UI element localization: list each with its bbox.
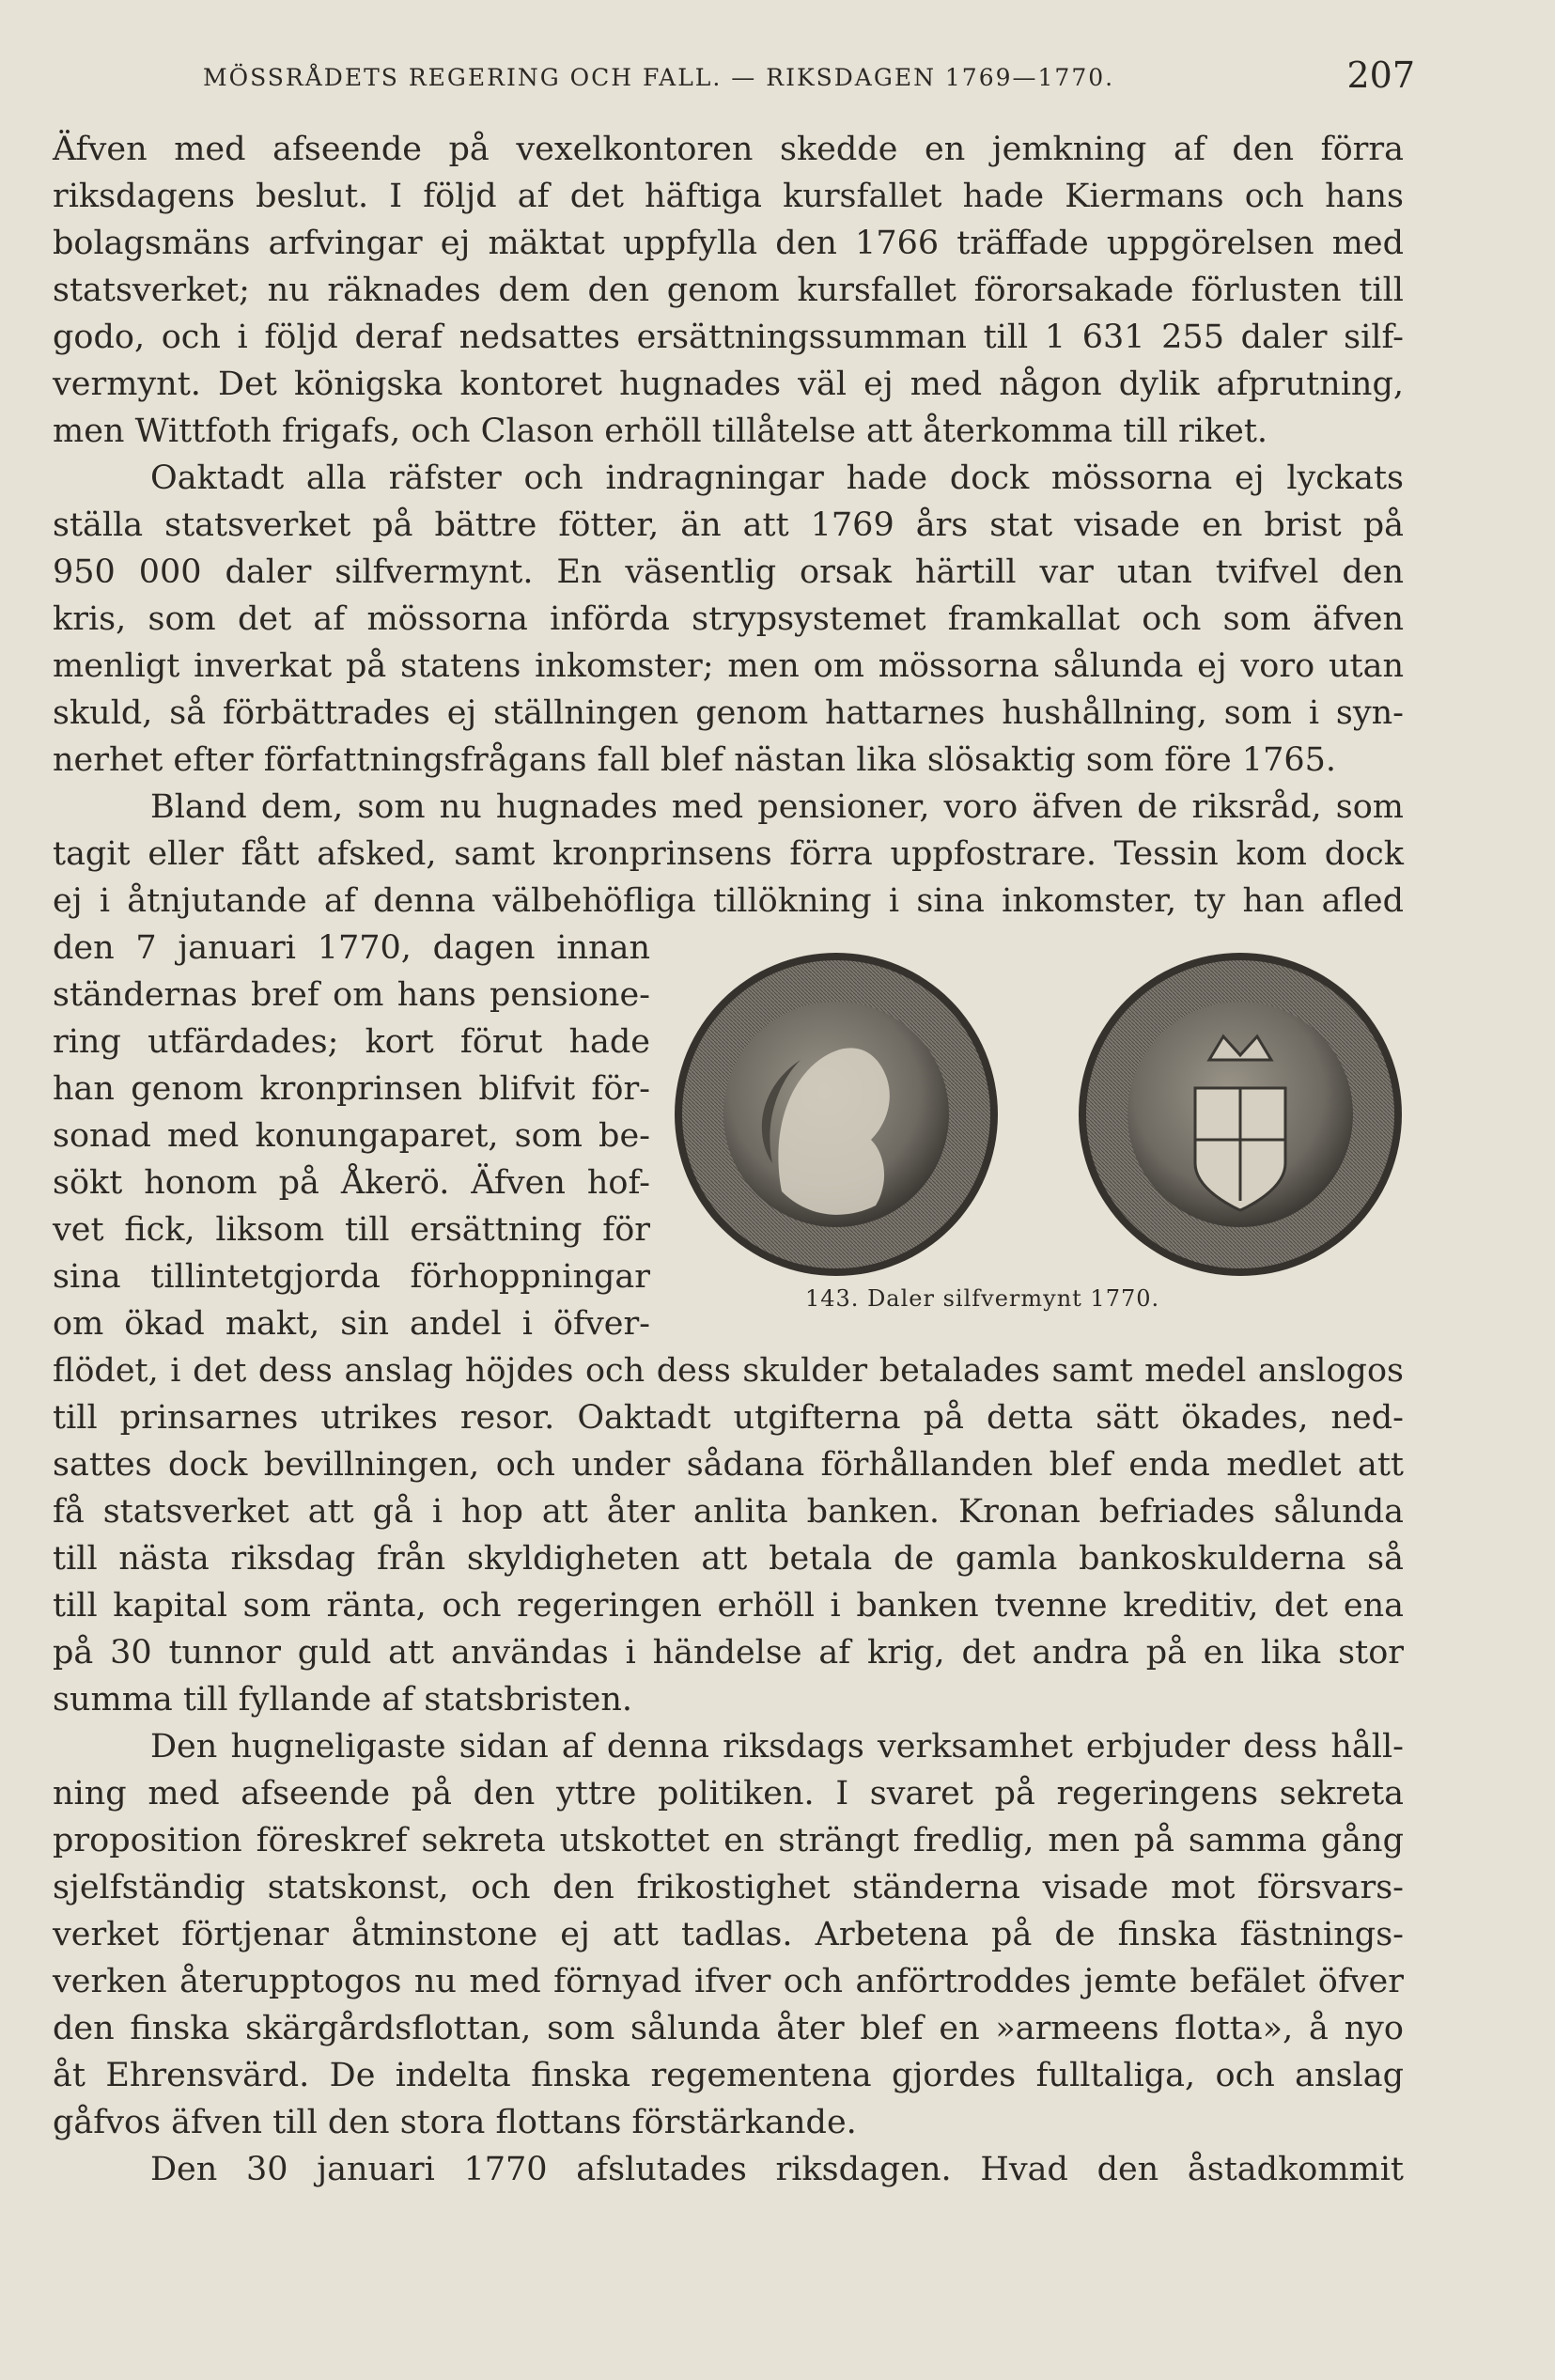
text-line: sonad med konungaparet, som be-	[53, 1117, 650, 1155]
text-line: till kapital som ränta, och regeringen erhöll i banken tvenne kreditiv, det ena	[53, 1587, 1404, 1625]
text-line: den 7 januari 1770, dagen innan	[53, 929, 650, 967]
text-line: ning med afseende på den yttre politiken. I svaret på regeringens sekreta	[53, 1775, 1404, 1812]
coin-figure	[669, 947, 1411, 1342]
text-line: ständernas bref om hans pensione-	[53, 976, 650, 1014]
text-line: tagit eller fått afsked, samt kronprinsens förra uppfostrare. Tessin kom dock	[53, 835, 1404, 873]
text-line: verket förtjenar åtminstone ej att tadlas. Arbetena på de finska fästnings-	[53, 1916, 1404, 1953]
text-line: Den hugneligaste sidan af denna riksdags verksamhet erbjuder dess håll-	[150, 1728, 1404, 1766]
text-line: summa till fyllande af statsbristen.	[53, 1681, 633, 1719]
text-line: till nästa riksdag från skyldigheten att betala de gamla bankoskulderna så	[53, 1540, 1404, 1578]
text-line: Bland dem, som nu hugnades med pensioner, voro äfven de riksråd, som	[150, 788, 1404, 826]
text-line: riksdagens beslut. I följd af det häftiga kursfallet hade Kiermans och hans	[53, 178, 1404, 215]
text-line: vet fick, liksom till ersättning för	[53, 1211, 650, 1249]
text-line: få statsverket att gå i hop att åter anlita banken. Kronan befriades sålunda	[53, 1493, 1404, 1531]
running-head	[203, 54, 1415, 107]
text-line: godo, och i följd deraf nedsattes ersättningssumman till 1 631 255 daler silf-	[53, 319, 1404, 356]
text-line: statsverket; nu räknades dem den genom kursfallet förorsakade förlusten till	[53, 272, 1404, 309]
text-line: sjelfständig statskonst, och den frikostighet ständerna visade mot försvars-	[53, 1869, 1404, 1906]
text-line: till prinsarnes utrikes resor. Oaktadt utgifterna på detta sätt ökades, ned-	[53, 1399, 1404, 1437]
text-line: Äfven med afseende på vexelkontoren skedde en jemkning af den förra	[53, 131, 1404, 168]
text-line: nerhet efter författningsfrågans fall blef nästan lika slösaktig som före 1765.	[53, 741, 1337, 779]
text-line: ring utfärdades; kort förut hade	[53, 1023, 650, 1061]
text-line: vermynt. Det königska kontoret hugnades väl ej med någon dylik afprutning,	[53, 366, 1404, 403]
running-title: MÖSSRÅDETS REGERING OCH FALL. — RIKSDAGEN 1769—1770.	[203, 64, 1115, 91]
text-line: gåfvos äfven till den stora flottans förstärkande.	[53, 2104, 857, 2141]
figure-caption: 143. Daler silfvermynt 1770.	[805, 1285, 1160, 1312]
coin-obverse	[675, 953, 998, 1276]
text-line: 950 000 daler silfvermynt. En väsentlig orsak härtill var utan tvifvel den	[53, 553, 1404, 591]
text-line: Oaktadt alla räfster och indragningar hade dock mössorna ej lyckats	[150, 459, 1404, 497]
text-line: skuld, så förbättrades ej ställningen genom hattarnes hushållning, som i syn-	[53, 694, 1404, 732]
page-number: 207	[1346, 54, 1415, 96]
text-line: sattes dock bevillningen, och under sådana förhållanden blef enda medlet att	[53, 1446, 1404, 1484]
text-line: bolagsmäns arfvingar ej mäktat uppfylla den 1766 träffade uppgörelsen med	[53, 225, 1404, 262]
text-line: sina tillintetgjorda förhoppningar	[53, 1258, 650, 1296]
text-line: om ökad makt, sin andel i öfver-	[53, 1305, 650, 1343]
text-line: han genom kronprinsen blifvit för-	[53, 1070, 650, 1108]
coin-illustration	[669, 947, 1411, 1285]
text-line: åt Ehrensvärd. De indelta finska regementena gjordes fulltaliga, och anslag	[53, 2057, 1404, 2094]
text-line: på 30 tunnor guld att användas i händelse af krig, det andra på en lika stor	[53, 1634, 1404, 1672]
text-line: kris, som det af mössorna införda strypsystemet framkallat och som äfven	[53, 600, 1404, 638]
text-line: den finska skärgårdsflottan, som sålunda åter blef en »armeens flotta», å nyo	[53, 2010, 1404, 2047]
text-line: Den 30 januari 1770 afslutades riksdagen. Hvad den åstadkommit	[150, 2151, 1404, 2188]
coin-reverse	[1079, 953, 1402, 1276]
text-line: ställa statsverket på bättre fötter, än att 1769 års stat visade en brist på	[53, 506, 1404, 544]
text-line: verken återupptogos nu med förnyad ifver och anförtroddes jemte befälet öfver	[53, 1963, 1404, 2000]
text-line: sökt honom på Åkerö. Äfven hof-	[53, 1164, 650, 1202]
text-line: flödet, i det dess anslag höjdes och dess skulder betalades samt medel anslogos	[53, 1352, 1404, 1390]
text-line: menligt inverkat på statens inkomster; men om mössorna sålunda ej voro utan	[53, 647, 1404, 685]
text-line: ej i åtnjutande af denna välbehöfliga tillökning i sina inkomster, ty han afled	[53, 882, 1404, 920]
text-line: men Wittfoth frigafs, och Clason erhöll tillåtelse att återkomma till riket.	[53, 412, 1268, 450]
text-line: proposition föreskref sekreta utskottet en strängt fredlig, men på samma gång	[53, 1822, 1404, 1859]
